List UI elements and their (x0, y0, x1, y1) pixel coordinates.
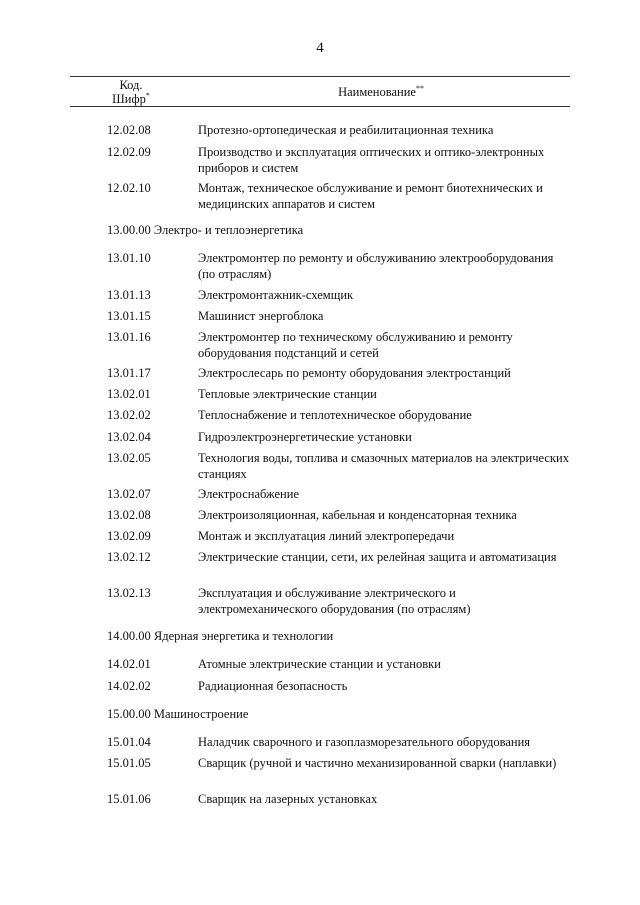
row-code: 13.02.13 (107, 586, 151, 600)
row-code: 12.02.08 (107, 123, 151, 137)
row-code: 13.01.13 (107, 288, 151, 302)
table-header (70, 76, 570, 107)
name-column-header: Наименование** (338, 83, 424, 99)
row-name: Сварщик (ручной и частично механизированной сварки (наплавки) (198, 756, 557, 770)
row-code: 13.02.04 (107, 430, 151, 444)
section-heading: 14.00.00 Ядерная энергетика и технологии (107, 629, 334, 643)
row-code: 14.02.01 (107, 657, 151, 671)
row-code: 12.02.10 (107, 181, 151, 195)
row-code: 13.02.08 (107, 508, 151, 522)
row-name: Наладчик сварочного и газоплазморезательного оборудования (198, 735, 531, 749)
row-code: 13.01.15 (107, 309, 151, 323)
code-footnote-mark: * (145, 90, 150, 100)
row-code: 13.02.12 (107, 550, 151, 564)
row-name: Электроснабжение (198, 487, 299, 501)
section-heading: 15.00.00 Машиностроение (107, 707, 249, 721)
row-name: Технология воды, топлива и смазочных материалов на электрических станциях (198, 451, 569, 481)
row-name: Электромонтер по ремонту и обслуживанию электрооборудования (по отраслям) (198, 251, 554, 281)
row-name: Сварщик на лазерных установках (198, 792, 378, 806)
row-code: 13.02.05 (107, 451, 151, 465)
row-name: Гидроэлектроэнергетические установки (198, 430, 412, 444)
row-code: 13.01.17 (107, 366, 151, 380)
row-name: Протезно-ортопедическая и реабилитационная техника (198, 123, 494, 137)
row-name: Тепловые электрические станции (198, 387, 377, 401)
section-heading: 13.00.00 Электро- и теплоэнергетика (107, 223, 304, 237)
row-code: 13.02.01 (107, 387, 151, 401)
name-footnote-mark: ** (415, 83, 424, 93)
code-header-line1: Код. (119, 78, 143, 92)
row-name: Атомные электрические станции и установки (198, 657, 441, 671)
row-name: Монтаж, техническое обслуживание и ремонт биотехнических и медицинских аппаратов и систем (198, 181, 543, 211)
row-name: Машинист энергоблока (198, 309, 324, 323)
row-name: Монтаж и эксплуатация линий электропередачи (198, 529, 455, 543)
code-header-line2: Шифр* (112, 90, 150, 106)
row-code: 13.02.07 (107, 487, 151, 501)
row-code: 12.02.09 (107, 145, 151, 159)
row-name: Электроизоляционная, кабельная и конденсаторная техника (198, 508, 517, 522)
row-code: 13.02.09 (107, 529, 151, 543)
row-code: 15.01.06 (107, 792, 151, 806)
row-code: 13.01.16 (107, 330, 151, 344)
row-code: 14.02.02 (107, 679, 151, 693)
row-name: Электрослесарь по ремонту оборудования электростанций (198, 366, 511, 380)
row-name: Производство и эксплуатация оптических и оптико-электронных приборов и систем (198, 145, 545, 175)
row-code: 13.01.10 (107, 251, 151, 265)
row-name: Радиационная безопасность (198, 679, 348, 693)
row-name: Эксплуатация и обслуживание электрического и электромеханического оборудования (по отраслям) (198, 586, 471, 616)
row-name: Электромонтажник-схемщик (198, 288, 354, 302)
row-code: 15.01.05 (107, 756, 151, 770)
row-code: 13.02.02 (107, 408, 151, 422)
row-name: Электромонтер по техническому обслуживанию и ремонту оборудования подстанций и сетей (198, 330, 513, 360)
code-column-header (70, 78, 192, 106)
page-number: 4 (316, 40, 324, 56)
row-name: Электрические станции, сети, их релейная защита и автоматизация (198, 550, 557, 564)
row-name: Теплоснабжение и теплотехническое оборудование (198, 408, 472, 422)
row-code: 15.01.04 (107, 735, 151, 749)
